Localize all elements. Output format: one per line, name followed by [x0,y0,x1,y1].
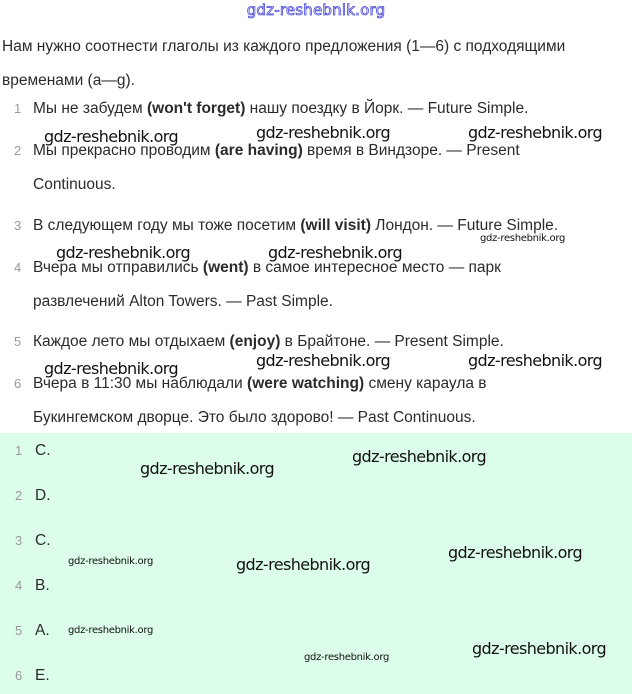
question-verb: (were watching) [247,375,365,392]
question-number: 1 [14,101,22,116]
watermark: gdz-reshebnik.org [472,639,607,658]
question-after: время в Виндзоре. — Present Continuous. [33,142,520,193]
watermark: gdz-reshebnik.org [68,556,154,567]
answer-value: B. [35,577,50,594]
watermark: gdz-reshebnik.org [236,555,371,574]
answer-value: E. [35,667,50,684]
answer-number: 5 [15,623,23,638]
question-before: Мы прекрасно проводим [33,142,215,159]
watermark: gdz-reshebnik.org [468,351,603,370]
answer-number: 4 [15,578,23,593]
question-after: нашу поездку в Йорк. — Future Simple. [245,100,529,117]
watermark: gdz-reshebnik.org [448,543,583,562]
question-before: Каждое лето мы отдыхаем [33,333,230,350]
answer-item [0,481,200,511]
question-number: 2 [14,143,22,158]
answer-number: 1 [15,443,23,458]
watermark: gdz-reshebnik.org [140,459,275,478]
watermark: gdz-reshebnik.org [304,652,390,663]
question-verb: (went) [202,259,249,276]
watermark: gdz-reshebnik.org [352,447,487,466]
answer-value: D. [35,487,51,504]
header-watermark: gdz-reshebnik.org [246,1,386,19]
intro-text: Нам нужно соотнести глаголы из каждого предложения (1—6) с подходящими временами (a—g). [2,38,566,89]
question-after: Лондон. — Future Simple. [370,217,559,234]
question-verb: (are having) [214,142,303,159]
watermark: gdz-reshebnik.org [468,123,603,142]
question-verb: (will visit) [300,217,371,234]
answer-number: 2 [15,488,23,503]
answer-value: C. [35,442,51,459]
question-verb: (enjoy) [229,333,281,350]
question-after: в Брайтоне. — Present Simple. [280,333,504,350]
question-after: в самое интересное место — парк развлечений Alton Towers. — Past Simple. [33,259,501,310]
watermark: gdz-reshebnik.org [56,243,191,262]
watermark: gdz-reshebnik.org [68,625,154,636]
question-number: 4 [14,260,22,275]
answer-item [0,526,200,556]
question-before: Вчера мы отправились [33,259,203,276]
watermark: gdz-reshebnik.org [480,233,566,244]
question-verb: (won't forget) [146,100,246,117]
watermark: gdz-reshebnik.org [256,123,391,142]
answer-item [0,571,200,601]
watermark: gdz-reshebnik.org [44,359,179,378]
answer-number: 6 [15,668,23,683]
answer-value: A. [35,622,50,639]
question-text [33,92,623,126]
question-number: 3 [14,218,22,233]
answer-number: 3 [15,533,23,548]
question-before: В следующем году мы тоже посетим [33,217,301,234]
answer-item [0,661,200,691]
watermark: gdz-reshebnik.org [268,243,403,262]
watermark: gdz-reshebnik.org [256,351,391,370]
watermark: gdz-reshebnik.org [44,127,179,146]
question-before: Мы не забудем [33,100,147,117]
question-number: 5 [14,334,22,349]
question-after: смену караула в Букингемском дворце. Это было здорово! — Past Continuous. [33,375,487,426]
question-number: 6 [14,376,22,391]
question-before: Вчера в 11:30 мы наблюдали [33,375,248,392]
answer-value: C. [35,532,51,549]
